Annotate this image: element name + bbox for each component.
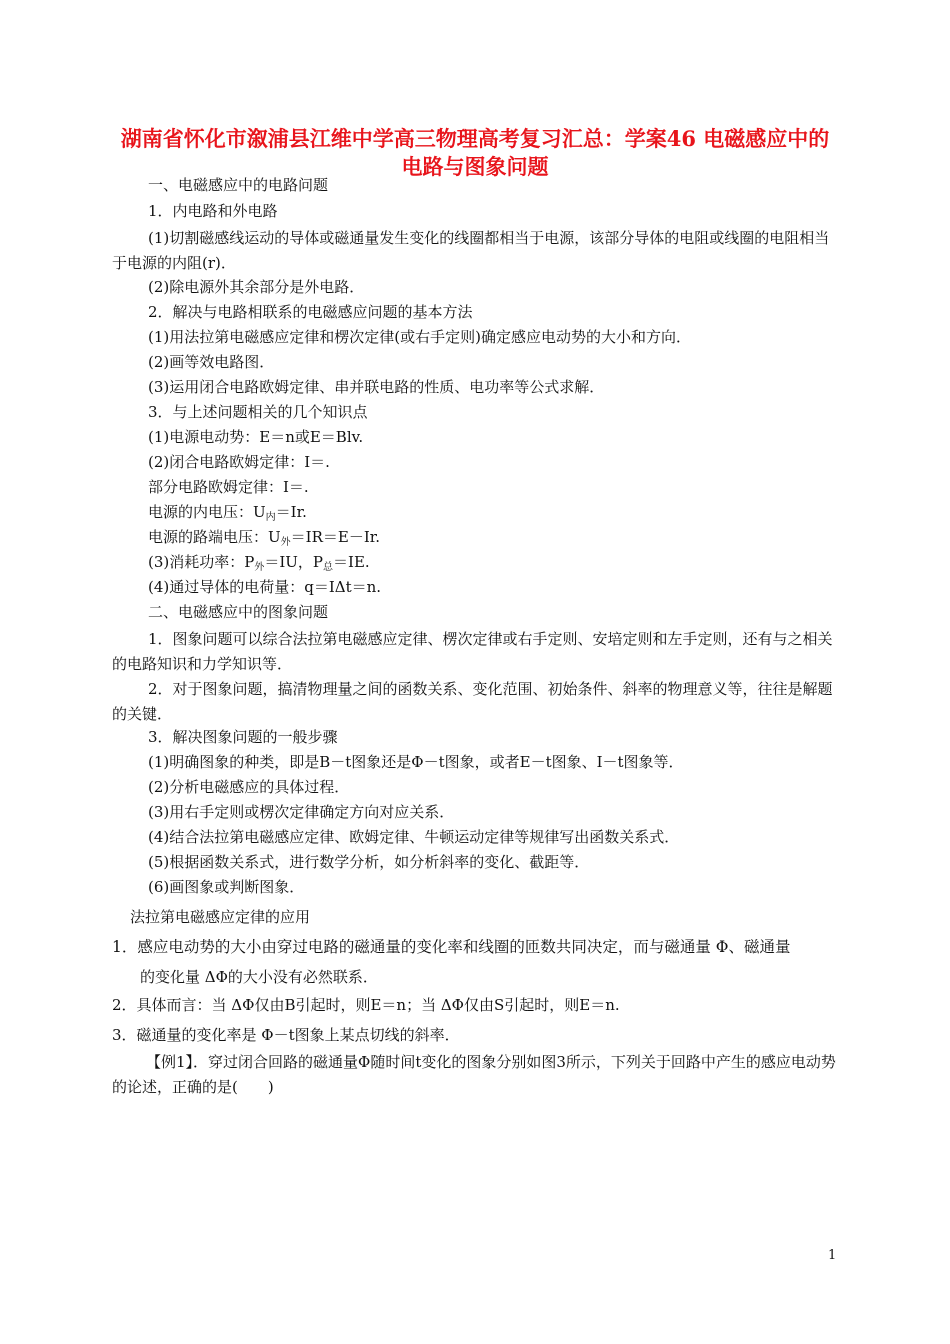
list-item: 2．具体而言：当 ΔΦ仅由B引起时，则E＝n；当 ΔΦ仅由S引起时，则E＝n.: [112, 996, 620, 1014]
list-item-continuation: 的变化量 ΔΦ的大小没有必然联系．: [140, 968, 378, 986]
subsection-heading: 2．解决与电路相联系的电磁感应问题的基本方法: [148, 303, 473, 321]
section-2-heading: 二、电磁感应中的图象问题: [148, 603, 329, 621]
paragraph: (1)明确图象的种类，即是B－t图象还是Φ－t图象，或者E－t图象、I－t图象等．: [148, 753, 684, 771]
paragraph: (6)画图象或判断图象．: [148, 878, 305, 896]
page-number: 1: [828, 1248, 837, 1263]
paragraph: (5)根据函数关系式，进行数学分析，如分析斜率的变化、截距等．: [148, 853, 590, 871]
formula-line: 部分电路欧姆定律：I＝.: [148, 478, 309, 496]
formula-line: (3)消耗功率：$P_外=IU$，$P_总=IE$.: [148, 553, 370, 573]
formula-line: (2)闭合电路欧姆定律：I＝.: [148, 453, 330, 471]
list-item: 3．磁通量的变化率是 Φ－t图象上某点切线的斜率．: [112, 1026, 460, 1044]
paragraph: (3)运用闭合电路欧姆定律、串并联电路的性质、电功率等公式求解．: [148, 378, 605, 396]
section-1-heading: 一、电磁感应中的电路问题: [148, 176, 329, 194]
document-title: 湖南省怀化市溆浦县江维中学高三物理高考复习汇总：学案46 电磁感应中的电路与图象问题: [120, 126, 830, 179]
formula-line: (1)电源电动势：E＝n或E＝Blv.: [148, 428, 364, 446]
paragraph: (2)画等效电路图．: [148, 353, 275, 371]
paragraph: (4)结合法拉第电磁感应定律、欧姆定律、牛顿运动定律等规律写出函数关系式．: [148, 828, 680, 846]
paragraph: (2)除电源外其余部分是外电路．: [148, 278, 365, 296]
paragraph: 1．图象问题可以综合法拉第电磁感应定律、楞次定律或右手定则、安培定则和左手定则，还有与之相关的电路知识和力学知识等．: [112, 630, 833, 673]
subsection-heading: 1．内电路和外电路: [148, 202, 278, 220]
paragraph: 2．对于图象问题，搞清物理量之间的函数关系、变化范围、初始条件、斜率的物理意义等，往往是解题的关键．: [112, 680, 833, 723]
subsection-heading: 3．与上述问题相关的几个知识点: [148, 403, 368, 421]
example-question: 【例1】．穿过闭合回路的磁通量Φ随时间t变化的图象分别如图3所示，下列关于回路中产生的感应电动势的论述，正确的是( ): [112, 1053, 836, 1096]
formula-line: 电源的内电压：$U_内=Ir$.: [148, 503, 307, 523]
formula-line: (4)通过导体的电荷量：q＝IΔt＝n.: [148, 578, 382, 596]
list-item: 1．感应电动势的大小由穿过电路的磁通量的变化率和线圈的匝数共同决定，而与磁通量 Φ、磁通量: [112, 938, 791, 956]
section-3-heading: 法拉第电磁感应定律的应用: [130, 908, 311, 926]
formula-line: 电源的路端电压：$U_外=IR=E-Ir$.: [148, 528, 381, 548]
paragraph: (1)用法拉第电磁感应定律和楞次定律(或右手定则)确定感应电动势的大小和方向．: [148, 328, 691, 346]
paragraph: (1)切割磁感线运动的导体或磁通量发生变化的线圈都相当于电源，该部分导体的电阻或线圈的电阻相当于电源的内阻(r)．: [112, 229, 830, 272]
paragraph: (2)分析电磁感应的具体过程．: [148, 778, 350, 796]
subsection-heading: 3．解决图象问题的一般步骤: [148, 728, 338, 746]
paragraph: (3)用右手定则或楞次定律确定方向对应关系．: [148, 803, 455, 821]
